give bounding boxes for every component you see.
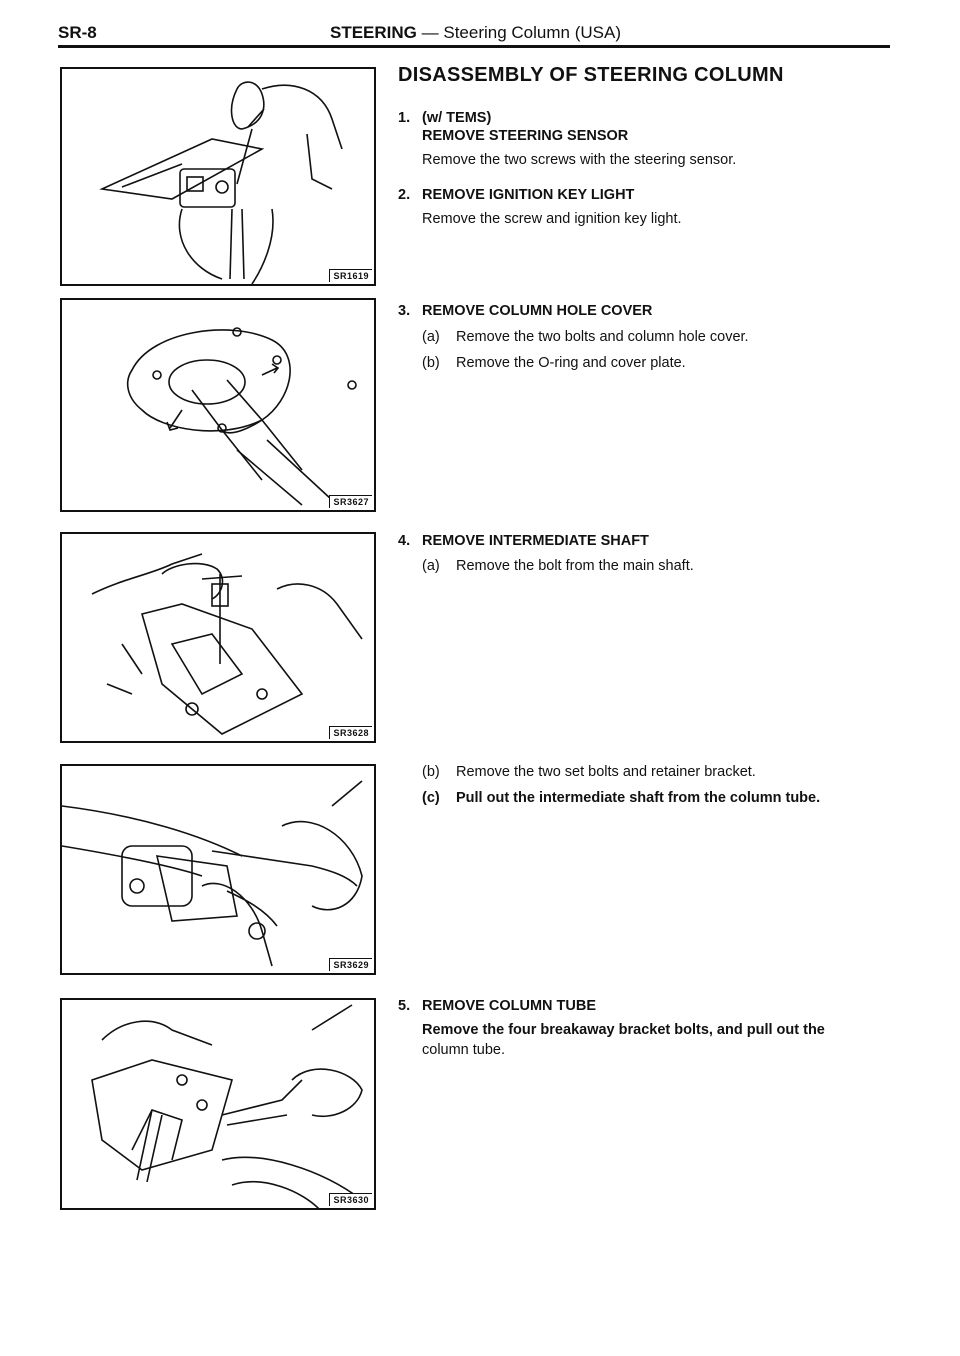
figure-breakaway-bracket [60, 998, 376, 1210]
step-4-substep [422, 764, 756, 780]
figure-steering-sensor [60, 67, 376, 286]
step-4-title-line [398, 533, 649, 549]
step-title: REMOVE INTERMEDIATE SHAFT [422, 533, 649, 549]
figure-code: SR3628 [329, 726, 372, 739]
figure-code: SR3629 [329, 958, 372, 971]
step-title: REMOVE COLUMN TUBE [422, 998, 596, 1014]
step-1-title: REMOVE STEERING SENSOR [422, 128, 629, 144]
header-separator: — [416, 23, 444, 42]
step-number: 5. [398, 998, 411, 1014]
substep-text: Remove the O-ring and cover plate. [456, 355, 686, 371]
step-3-title-line [398, 303, 652, 319]
step-2-title-line [398, 187, 634, 203]
step-3-substep [422, 329, 749, 345]
header-title [330, 24, 621, 42]
retainer-bracket-illustration [62, 766, 376, 975]
step-4-substep [422, 790, 820, 806]
step-number: 1. [398, 110, 411, 126]
step-2-body: Remove the screw and ignition key light. [422, 211, 682, 227]
header-section: STEERING [330, 23, 417, 42]
step-3-substep [422, 355, 686, 371]
step-1-qualifier-line [398, 110, 491, 126]
substep-text: Remove the bolt from the main shaft. [456, 558, 694, 574]
substep-text: Remove the two bolts and column hole cover. [456, 329, 749, 345]
page-header [58, 24, 890, 48]
step-5-body-line-1: Remove the four breakaway bracket bolts, and pull out the [422, 1022, 825, 1038]
step-qualifier: (w/ TEMS) [422, 110, 492, 126]
step-5-title-line [398, 998, 596, 1014]
figure-code: SR3630 [329, 1193, 372, 1206]
step-1-body: Remove the two screws with the steering sensor. [422, 152, 737, 168]
substep-label: (b) [422, 764, 440, 780]
substep-label: (c) [422, 790, 440, 806]
step-number: 2. [398, 187, 411, 203]
step-5-body-line-2: column tube. [422, 1042, 506, 1058]
section-title: DISASSEMBLY OF STEERING COLUMN [398, 64, 784, 86]
substep-label: (a) [422, 558, 440, 574]
step-4-substep [422, 558, 694, 574]
substep-label: (a) [422, 329, 440, 345]
figure-main-shaft-bolt [60, 532, 376, 743]
figure-code: SR1619 [329, 269, 372, 282]
step-number: 4. [398, 533, 411, 549]
steering-sensor-illustration [62, 69, 376, 286]
page-code: SR-8 [58, 23, 97, 42]
column-hole-cover-illustration [62, 300, 376, 512]
substep-text: Pull out the intermediate shaft from the column tube. [456, 790, 821, 806]
header-subtitle: Steering Column (USA) [443, 23, 621, 42]
step-title: REMOVE IGNITION KEY LIGHT [422, 187, 635, 203]
substep-label: (b) [422, 355, 440, 371]
breakaway-bracket-illustration [62, 1000, 376, 1210]
figure-retainer-bracket [60, 764, 376, 975]
main-shaft-bolt-illustration [62, 534, 376, 743]
substep-text: Remove the two set bolts and retainer bracket. [456, 764, 756, 780]
step-title: REMOVE COLUMN HOLE COVER [422, 303, 653, 319]
figure-column-hole-cover [60, 298, 376, 512]
step-number: 3. [398, 303, 411, 319]
figure-code: SR3627 [329, 495, 372, 508]
